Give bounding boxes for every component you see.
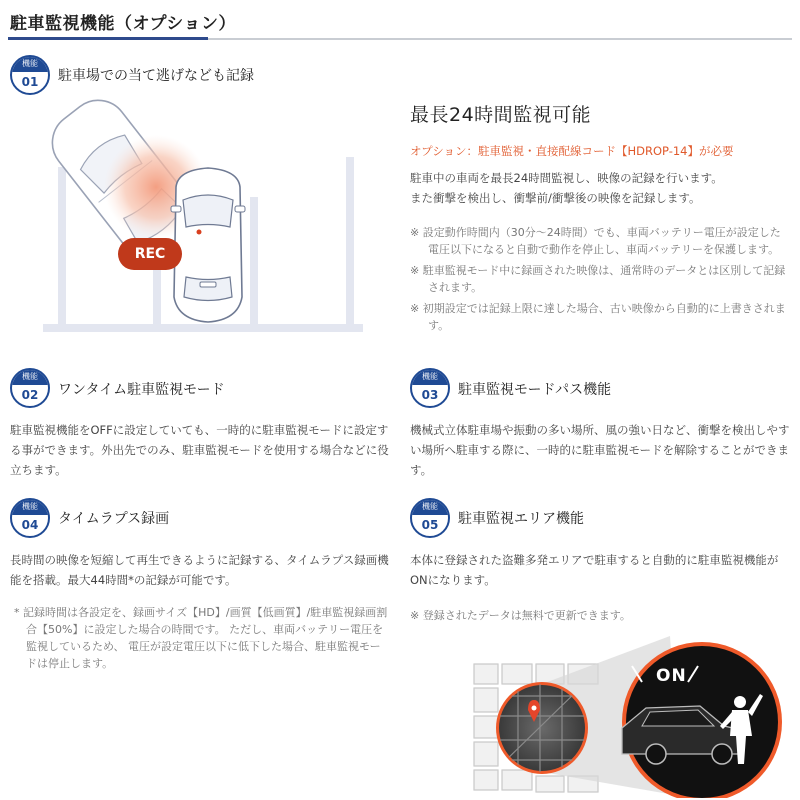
option-requirement-note: オプション：駐車監視・直接配線コード【HDROP-14】が必要 [410, 144, 734, 158]
feature-02-title: ワンタイム駐車監視モード [58, 382, 225, 398]
feature-04-note [10, 604, 390, 676]
feature-05-title: 駐車監視エリア機能 [458, 511, 584, 527]
rec-badge: REC [118, 238, 182, 270]
feature-03-body: 機械式立体駐車場や振動の多い場所、風の強い日など、衝撃を検出しやすい場所へ駐車する際に、一時的に駐車監視モードを解除することができます。 [410, 423, 790, 477]
badge-number: 01 [21, 75, 39, 89]
badge-caption: 機能 [412, 500, 448, 515]
note-item: ※ 駐車監視モード中に録画された映像は、通常時のデータとは区別して記録されます。 [410, 264, 786, 294]
body-line: また衝撃を検出し、衝撃前/衝撃後の映像を記録します。 [410, 191, 701, 205]
feature-01-heading: 最長24時間監視可能 [410, 104, 592, 126]
feature-05-note: ※ 登録されたデータは無料で更新できます。 [410, 609, 631, 622]
badge-caption: 機能 [12, 370, 48, 385]
parking-illustration [38, 92, 368, 334]
feature-04-body: 長時間の映像を短縮して再生できるように記録する、タイムラプス録画機能を搭載。最大44時間*の記録が可能です。 [10, 553, 389, 587]
title-underline [208, 38, 792, 40]
feature-01-notes [410, 224, 788, 338]
badge-number: 02 [21, 388, 39, 402]
note-item: ※ 設定動作時間内（30分〜24時間）でも、車両バッテリー電圧が設定した電圧以下になると自動で動作を停止し、車両バッテリーを保護します。 [410, 226, 781, 256]
badge-caption: 機能 [12, 57, 48, 72]
feature-02-body: 駐車監視機能をOFFに設定していても、一時的に駐車監視モードに設定する事ができます。外出先でのみ、駐車監視モードを使用する場合などに役立ちます。 [10, 423, 389, 477]
feature-badge-04 [10, 498, 50, 538]
badge-number: 05 [421, 518, 439, 532]
note-item: * 記録時間は各設定を、録画サイズ【HD】/画質【低画質】/駐車監視録画割合【50%】に設定した場合の時間です。 ただし、車両バッテリー電圧を監視しているため、 電圧が設定電圧以下に低下した場合、駐車監視モードは停止します。 [14, 606, 388, 670]
feature-01-title: 駐車場での当て逃げなども記録 [58, 68, 254, 84]
feature-badge-03 [410, 368, 450, 408]
feature-05-body: 本体に登録された盗難多発エリアで駐車すると自動的に駐車監視機能がONになります。 [410, 553, 779, 587]
on-label: ON [656, 666, 687, 686]
feature-01-body [410, 168, 790, 208]
feature-badge-01 [10, 55, 50, 95]
feature-04-title: タイムラプス録画 [58, 511, 170, 527]
feature-badge-02 [10, 368, 50, 408]
badge-number: 03 [421, 388, 439, 402]
title-underline-accent [8, 37, 208, 40]
area-monitor-illustration [470, 636, 795, 798]
page-title: 駐車監視機能（オプション） [10, 14, 236, 34]
car-parked [171, 168, 245, 322]
dashcam-dot [197, 230, 202, 235]
body-line: 駐車中の車両を最長24時間監視し、映像の記録を行います。 [410, 171, 723, 185]
badge-caption: 機能 [12, 500, 48, 515]
feature-03-title: 駐車監視モードパス機能 [458, 382, 612, 398]
badge-caption: 機能 [412, 370, 448, 385]
feature-badge-05 [410, 498, 450, 538]
note-item: ※ 初期設定では記録上限に達した場合、古い映像から自動的に上書きされます。 [410, 302, 786, 332]
badge-number: 04 [21, 518, 39, 532]
